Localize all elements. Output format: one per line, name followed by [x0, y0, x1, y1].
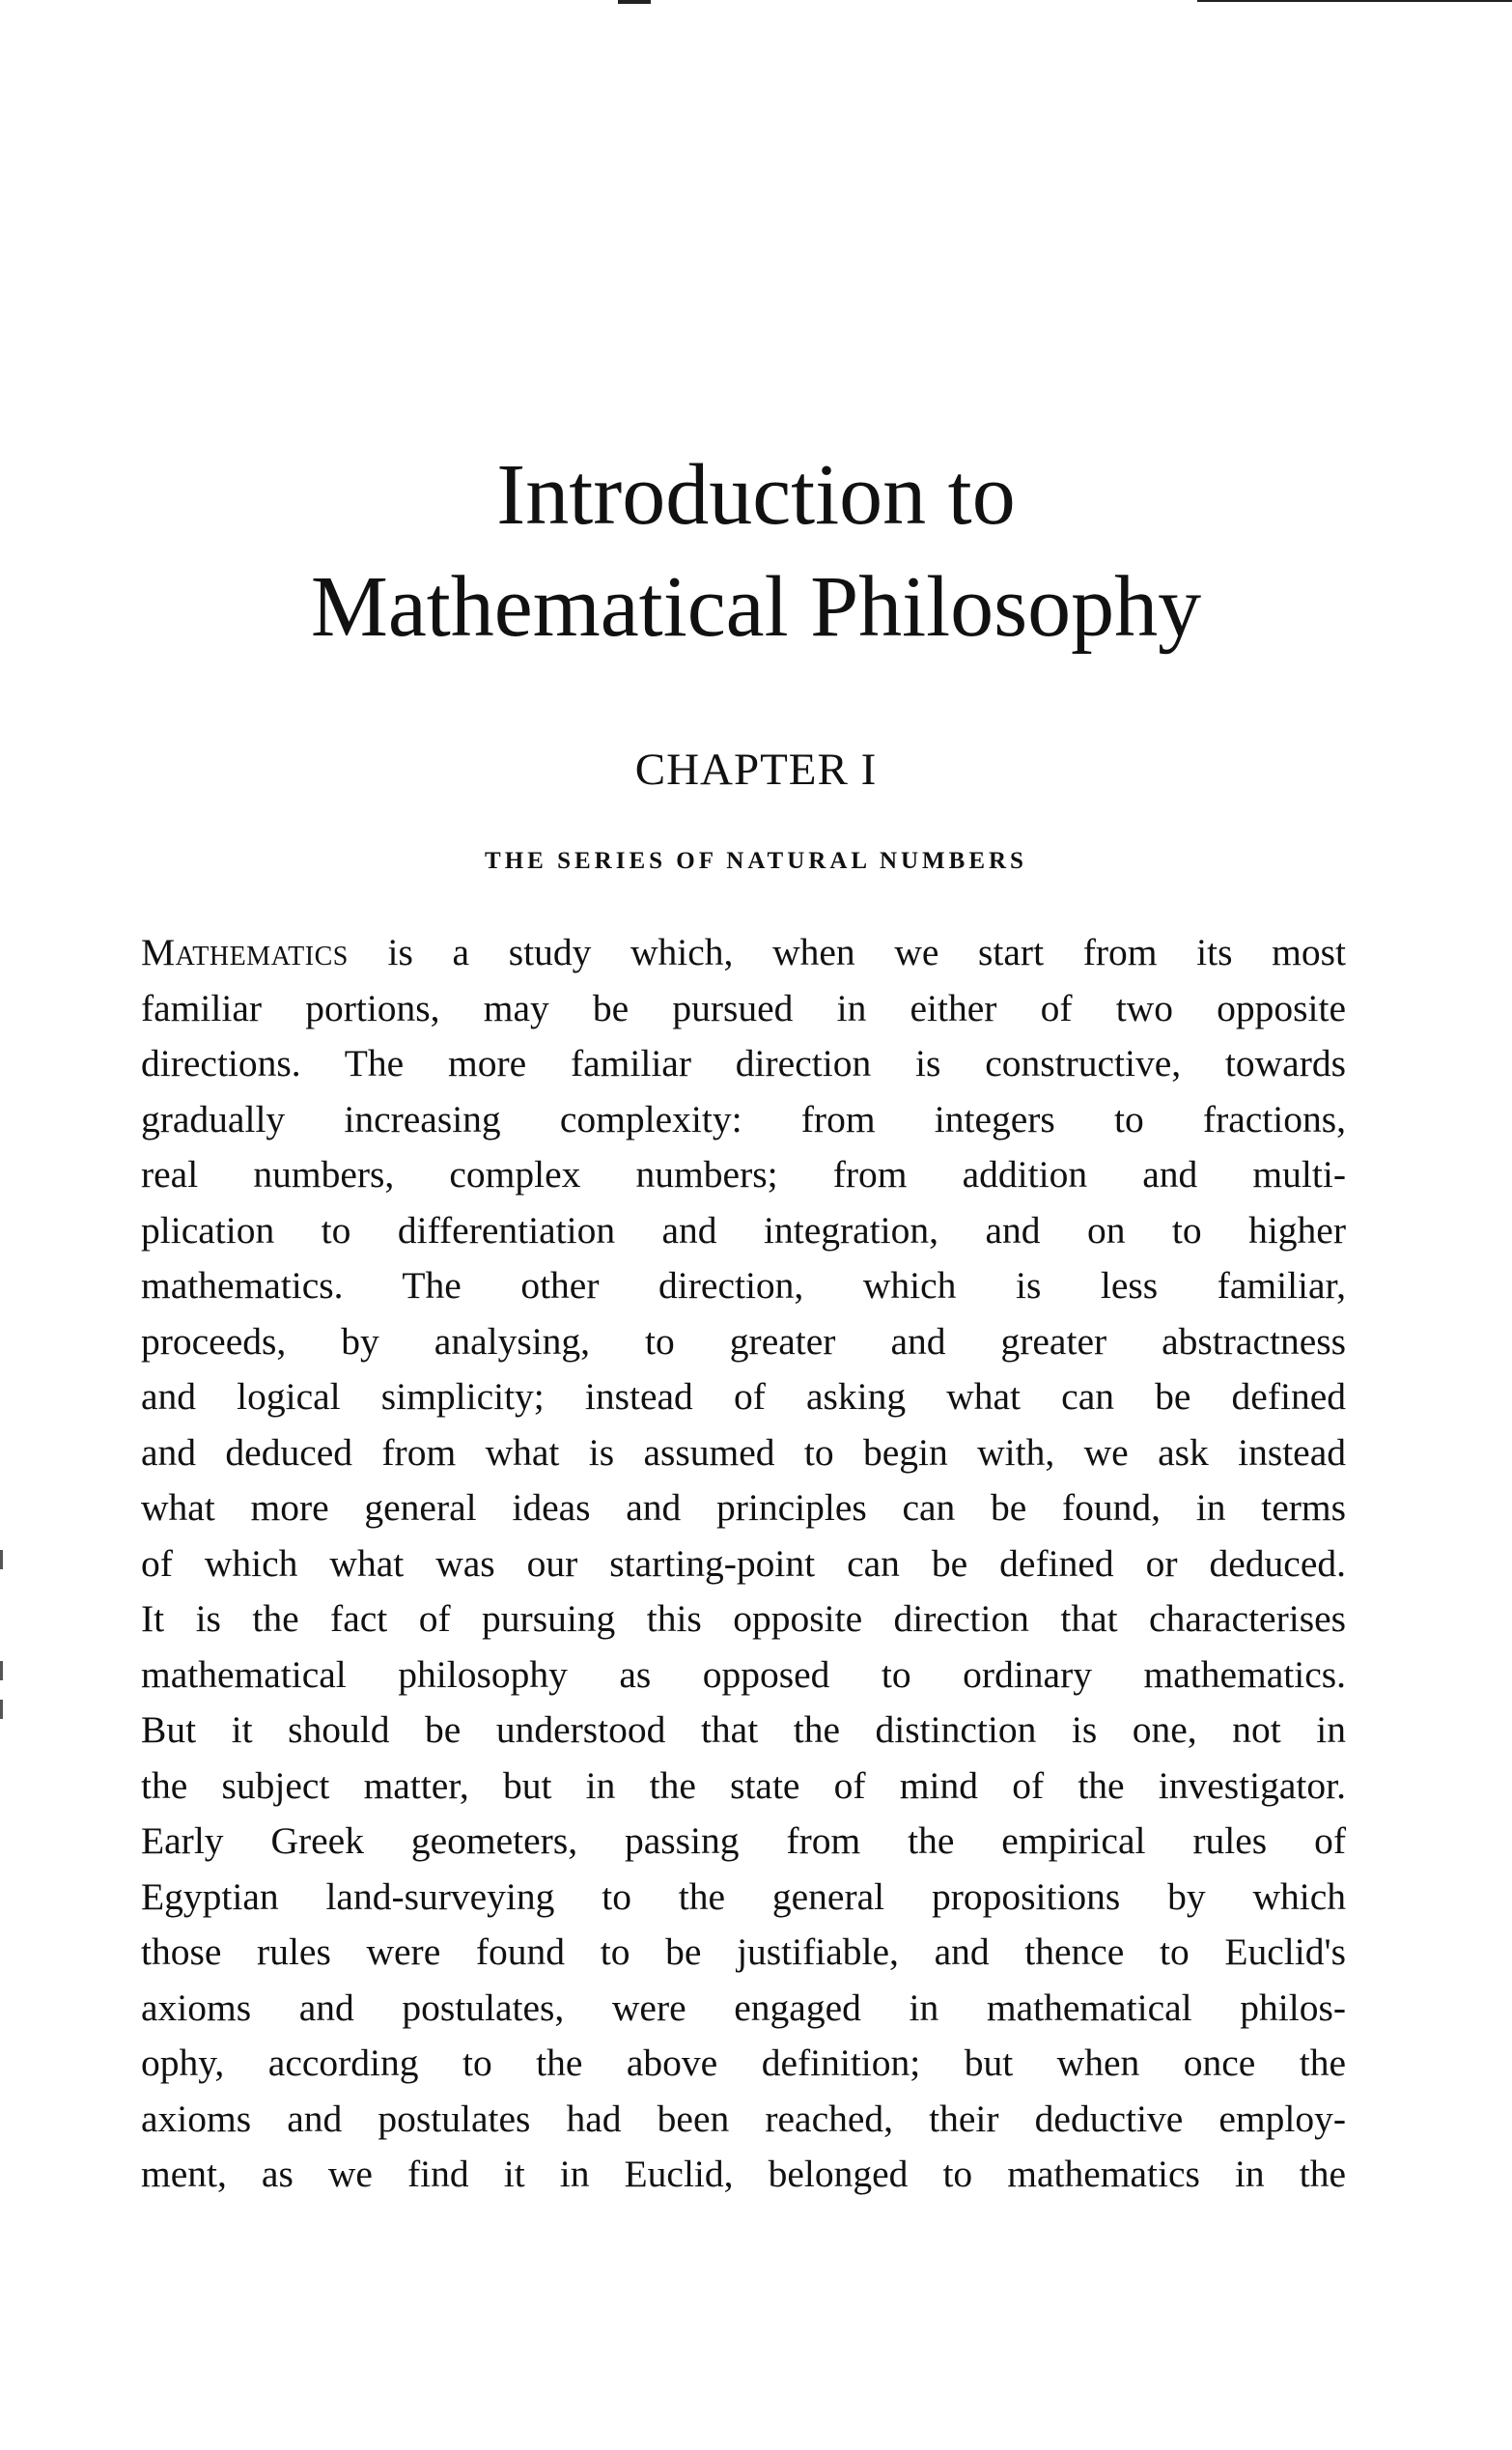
body-paragraph: [141, 925, 1346, 2203]
scan-mark: [618, 0, 651, 4]
chapter-heading: CHAPTER I: [634, 745, 878, 795]
text-line: and logical simplicity; instead of asking what can be defined: [141, 1375, 1346, 1418]
text-line: ophy, according to the above definition; but when once the: [141, 2042, 1346, 2084]
scan-edge-tick: [0, 1700, 3, 1719]
book-title-line-2: Mathematical Philosophy: [310, 559, 1202, 655]
text-line: ment, as we find it in Euclid, belonged to mathematics in the: [141, 2153, 1346, 2195]
text-line: familiar portions, may be pursued in either of two opposite: [141, 986, 1346, 1029]
text-line: axioms and postulates, were engaged in mathematical philos-: [141, 1985, 1346, 2029]
lead-word: Mathematics: [141, 931, 349, 973]
scan-rule: [1197, 0, 1512, 2]
text-line: proceeds, by analysing, to greater and greater abstractness: [141, 1319, 1346, 1363]
text-line: gradually increasing complexity: from integers to fractions,: [141, 1097, 1346, 1141]
text-line: Early Greek geometers, passing from the empirical rules of: [141, 1819, 1346, 1862]
text-line: real numbers, complex numbers; from addition and multi-: [141, 1153, 1346, 1196]
text-line: the subject matter, but in the state of mind of the investigator.: [141, 1763, 1346, 1807]
text-line: axioms and postulates had been reached, their deductive employ-: [141, 2097, 1346, 2140]
text-line: mathematical philosophy as opposed to ordinary mathematics.: [141, 1652, 1346, 1696]
text-line: what more general ideas and principles can be found, in terms: [141, 1486, 1346, 1529]
text-line: But it should be understood that the distinction is one, not in: [141, 1708, 1346, 1751]
text-line: It is the fact of pursuing this opposite direction that characterises: [141, 1597, 1346, 1640]
text-line: plication to differentiation and integration, and on to higher: [141, 1208, 1346, 1252]
text-line: [141, 925, 1346, 981]
text-line: directions. The more familiar direction is constructive, towards: [141, 1042, 1346, 1084]
text-line: mathematics. The other direction, which is less familiar,: [141, 1264, 1346, 1307]
book-title: [0, 439, 1512, 663]
scan-edge-tick: [0, 1550, 3, 1569]
scan-edge-tick: [0, 1661, 3, 1680]
text-line-content: is a study which, when we start from its most: [348, 931, 1346, 973]
book-title-line-1: Introduction to: [496, 447, 1016, 543]
text-line: Egyptian land-surveying to the general propositions by which: [141, 1874, 1346, 1918]
text-line: and deduced from what is assumed to begin with, we ask instead: [141, 1430, 1346, 1474]
text-line: those rules were found to be justifiable, and thence to Euclid's: [141, 1930, 1346, 1973]
chapter-subtitle: THE SERIES OF NATURAL NUMBERS: [485, 848, 1027, 874]
text-line: of which what was our starting-point can be defined or deduced.: [141, 1541, 1346, 1585]
